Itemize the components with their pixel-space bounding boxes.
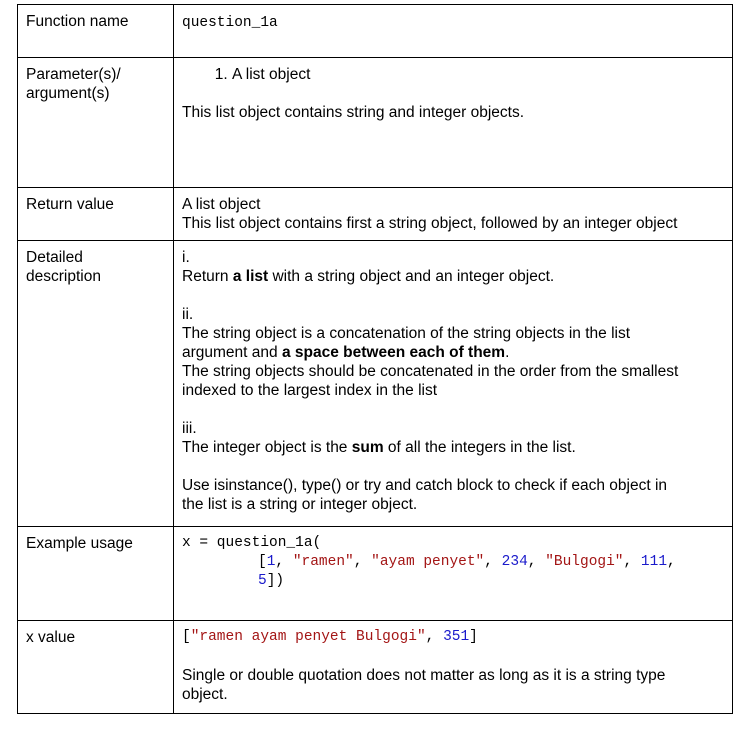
- section-ii-marker: ii.: [182, 306, 194, 323]
- label-x-value: x value: [18, 621, 174, 714]
- label-parameters-line1: Parameter(s)/: [26, 66, 121, 83]
- section-ii-line2: argument and a space between each of them.: [182, 344, 510, 361]
- parameter-description: This list object contains string and integer objects.: [182, 104, 525, 121]
- value-x-value: [174, 621, 733, 714]
- section-ii-line1: The string object is a concatenation of the string objects in the list: [182, 325, 631, 342]
- label-parameters: [18, 58, 174, 188]
- label-detailed-line1: Detailed: [26, 249, 83, 266]
- x-value-note-line2: object.: [182, 686, 228, 703]
- x-value-note-line1: Single or double quotation does not matter as long as it is a string type: [182, 667, 666, 684]
- label-detailed-line2: description: [26, 268, 101, 285]
- type-check-line1: Use isinstance(), type() or try and catch block to check if each object in: [182, 477, 668, 494]
- example-code-line3: 5]): [258, 573, 285, 589]
- row-return-value: [18, 188, 733, 241]
- row-detailed-description: [18, 241, 733, 527]
- label-detailed-description: [18, 241, 174, 527]
- row-x-value: [18, 621, 733, 714]
- section-iii-text: The integer object is the sum of all the integers in the list.: [182, 439, 576, 456]
- row-parameters: [18, 58, 733, 188]
- section-ii-line4: indexed to the largest index in the list: [182, 382, 438, 399]
- value-return-value: [174, 188, 733, 241]
- parameter-list: [182, 65, 724, 84]
- value-detailed-description: [174, 241, 733, 527]
- value-function-name: [174, 5, 733, 58]
- return-line1: A list object: [182, 196, 261, 213]
- function-spec-table: [17, 4, 733, 714]
- function-name-text: question_1a: [182, 15, 278, 31]
- parameter-item: 1. A list object: [232, 65, 724, 84]
- row-example-usage: [18, 527, 733, 621]
- label-example-usage: Example usage: [18, 527, 174, 621]
- value-parameters: [174, 58, 733, 188]
- value-example-usage: [174, 527, 733, 621]
- section-iii-marker: iii.: [182, 420, 197, 437]
- section-i-marker: i.: [182, 249, 190, 266]
- label-return-value: Return value: [18, 188, 174, 241]
- example-code-line1: x = question_1a(: [182, 535, 322, 551]
- section-ii-line3: The string objects should be concatenated in the order from the smallest: [182, 363, 679, 380]
- return-line2: This list object contains first a string object, followed by an integer object: [182, 215, 678, 232]
- section-i-text: Return a list with a string object and an integer object.: [182, 268, 555, 285]
- label-parameters-line2: argument(s): [26, 85, 110, 102]
- x-value-code: ["ramen ayam penyet Bulgogi", 351]: [182, 629, 478, 645]
- row-function-name: [18, 5, 733, 58]
- label-function-name: Function name: [18, 5, 174, 58]
- type-check-line2: the list is a string or integer object.: [182, 496, 418, 513]
- example-code-line2: [1, "ramen", "ayam penyet", 234, "Bulgogi", 111,: [258, 554, 676, 570]
